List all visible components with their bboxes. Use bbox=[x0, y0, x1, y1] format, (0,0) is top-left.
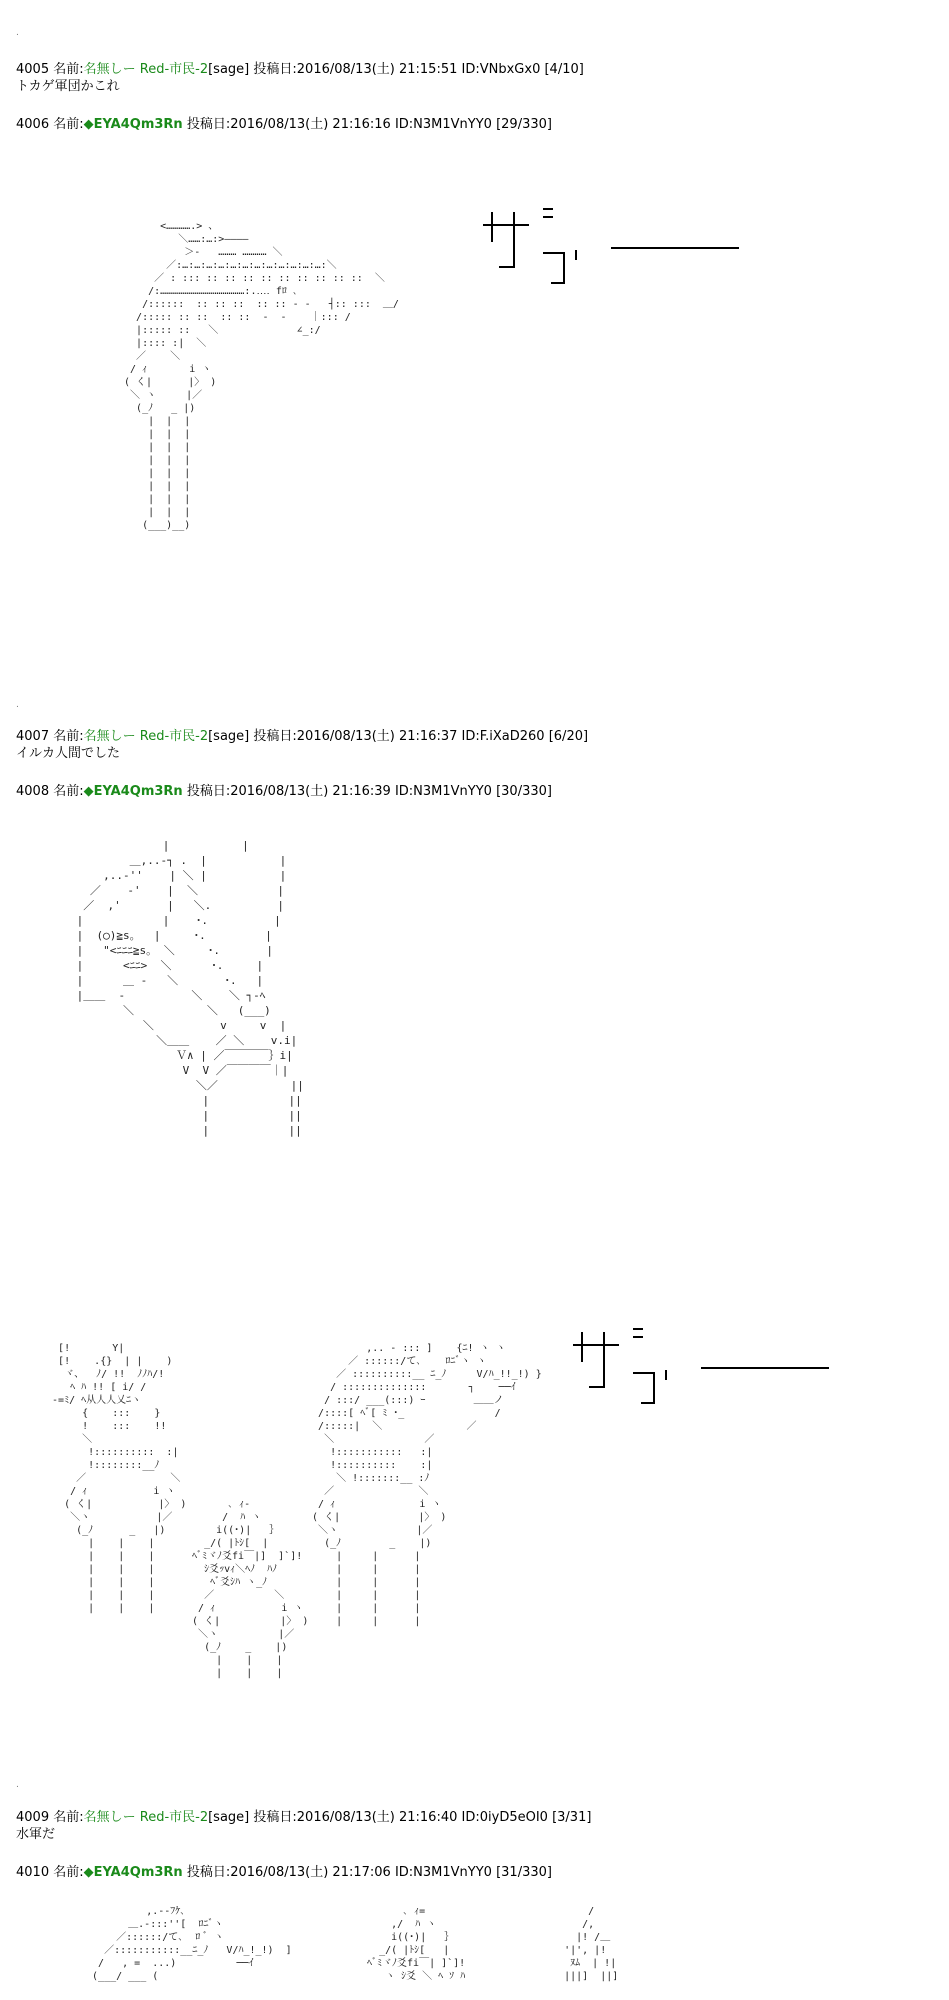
separator-dot: . bbox=[16, 700, 19, 710]
poster-id[interactable]: ID:VNbxGx0 bbox=[461, 62, 541, 77]
mail-field: [sage] bbox=[208, 62, 250, 77]
post-date: 2016/08/13(土) 21:16:39 bbox=[230, 784, 391, 799]
poster-id[interactable]: ID:N3M1VnYY0 bbox=[394, 117, 492, 132]
post-header bbox=[16, 1865, 916, 1881]
poster-name-link[interactable]: 名無しー Red-市民-2 bbox=[83, 729, 209, 744]
date-label: 投稿日: bbox=[186, 784, 231, 799]
post-header bbox=[16, 117, 916, 133]
poster-trip-name: ◆EYA4Qm3Rn bbox=[83, 1865, 183, 1880]
ascii-art-dolphin-man: <………….> 、 ＼……:…:>―――― ＞- ……… ………… ＼ ／:…:…:…:…:…:…:…:…:…:…:…:…:＼ ／ : ::: :: :: :: :: :: :: :: :: :: ＼ /:……………………………………:.‥‥ fﾛ ､ /:::::: :: :: :: :: :: - - ┤:: ::: ＿/ /::::: :: :: :: :: - - ｜::: / |::::: :: ＼ ∠_:/ |:::: :| ＼ ／ ＼ / ｨ i ヽ ( く| |〉 ) ＼ ヽ |／ (_ﾉ _ |) | | | | | | | | | | | | | | | | | | | | | | | | (___)__) bbox=[124, 221, 399, 531]
post-4006 bbox=[16, 117, 916, 133]
ascii-art-last-left: ,.--ﾌｹ､ ＿.-:::''[ ﾛﾆﾞヽ ／::::::/て､ ﾛ ﾞ ヽ ／:::::::::::__ﾆ_ﾉ V/ﾊ_!_!) ] / , = ...) ──ｲ (___/ ___ ( bbox=[92, 1906, 292, 1982]
date-label: 投稿日: bbox=[253, 62, 297, 77]
ascii-art-dolphin-closeup: | | ＿,..-┐ . | | ,..-'' | ＼ | | ／ -' | ＼ | ／ ,' | ＼. | | | ･. | | (◯)≧s。 | ･. | | "<ﾆﾆﾆ≧s。 ＼ ･. | | <ﾆﾆ> ＼ ･. | | ＿ ‐ ＼ ･. | |＿＿ - ＼ ＼ ┐-ﾍ ＼ ＼ (___) ＼ v v | ＼＿＿ ／ ＼ v.i| Ｖ∧ | ／￣￣￣￣｝i| V V ／￣￣￣￣｜| ＼／ || | || | || | || bbox=[76, 839, 304, 1137]
post-number: 4008 bbox=[16, 784, 50, 799]
name-label: 名前: bbox=[53, 729, 84, 744]
name-label: 名前: bbox=[53, 784, 84, 799]
post-date: 2016/08/13(土) 21:16:37 bbox=[296, 729, 458, 744]
post-count: [30/330] bbox=[496, 784, 552, 799]
separator-dot: . bbox=[16, 1780, 19, 1790]
post-number: 4007 bbox=[16, 729, 50, 744]
poster-name-link[interactable]: 名無しー Red-市民-2 bbox=[83, 62, 209, 77]
post-4010 bbox=[16, 1865, 916, 1881]
post-number: 4005 bbox=[16, 62, 50, 77]
post-count: [29/330] bbox=[496, 117, 552, 132]
ascii-art-last-mid: ､ ｨ= ,/ ﾊ ヽ i((･)| ｝ _/( |ﾄｼ[ | ﾍﾞﾐヾﾉ爻fi￣| ]`]! ヽ ｼ爻 ＼ ﾍ ｿ ﾊ bbox=[367, 1906, 466, 1982]
date-label: 投稿日: bbox=[186, 117, 231, 132]
ascii-art-last-right: / /, |! /＿ '|', |! ﾇﾑ | !| |||] ||] bbox=[564, 1906, 619, 1982]
post-body: 水軍だ bbox=[16, 1827, 56, 1842]
post-date: 2016/08/13(土) 21:15:51 bbox=[296, 62, 458, 77]
name-label: 名前: bbox=[53, 62, 84, 77]
mail-field: [sage] bbox=[208, 729, 250, 744]
poster-trip-name: ◆EYA4Qm3Rn bbox=[83, 784, 183, 799]
post-4007 bbox=[16, 729, 916, 762]
post-number: 4006 bbox=[16, 117, 50, 132]
post-count: [4/10] bbox=[544, 62, 584, 77]
ascii-art-group-small: ､ ｨ- / ﾊ ヽ i((･)| ｝ _/( |ﾄｼ[ | ﾍﾞﾐヾﾉ爻fi￣|] ]`]! ｼ爻ｯvｨ＼ﾍﾉ ﾊﾉ ﾍﾞ爻ｼﾊ ヽ_ﾉ ／ ＼ / ｨ i ヽ ( く| |〉 ) ＼ヽ |／ (_ﾉ _ |) | | | | | | bbox=[192, 1499, 309, 1679]
post-header bbox=[16, 62, 916, 78]
ascii-art-group-left: [! Y| [! .{} | | ) ヾ、 ﾉ/ !! ﾉﾉﾊ/! ﾍ ﾊ !! [ i/ / -=ﾐ/ ﾍ从人人乂ﾆヽ { ::: } ! ::: !! ＼ !:::::::::: :| !::::::::__ﾉ ／ ＼ / ｨ i ヽ ( く| |〉 ) ＼ヽ |／ (_ﾉ _ |) | | | | | | | | | | | | | | | | | | bbox=[52, 1343, 187, 1614]
post-number: 4009 bbox=[16, 1810, 50, 1825]
post-count: [3/31] bbox=[552, 1810, 592, 1825]
date-label: 投稿日: bbox=[253, 729, 297, 744]
poster-id[interactable]: ID:F.iXaD260 bbox=[461, 729, 545, 744]
date-label: 投稿日: bbox=[186, 1865, 231, 1880]
mail-field: [sage] bbox=[208, 1810, 250, 1825]
poster-id[interactable]: ID:N3M1VnYY0 bbox=[394, 1865, 492, 1880]
post-header bbox=[16, 784, 916, 800]
top-dot-marker: . bbox=[16, 28, 19, 38]
poster-trip-name: ◆EYA4Qm3Rn bbox=[83, 117, 183, 132]
sfx-za-mark-2 bbox=[573, 1320, 833, 1410]
ascii-art-group-right: ,.. - ::: ] {ﾆ! ヽ ヽ ／ ::::::/て､ ﾛﾆﾞヽ ヽ ／ ::::::::::__ ﾆ_ﾉ V/ﾊ_!!_!) } / :::::::::::::: ┐ ──ｲ / :::/ ___(:::) ｰ ＿＿ノ /::::[ ﾍﾞ[ ﾐ ･_ / /:::::| ＼ ／ ＼ ／ !::::::::::: :| !:::::::::: :| ＼ !:::::::__ :ﾉ ／ ＼ / ｨ i ヽ ( く| |〉 ) ＼ヽ |／ (_ﾉ _ |) | | | | | | | | | | | | | | | | | | bbox=[312, 1343, 542, 1627]
post-count: [6/20] bbox=[548, 729, 589, 744]
post-number: 4010 bbox=[16, 1865, 50, 1880]
name-label: 名前: bbox=[53, 1865, 84, 1880]
post-4009 bbox=[16, 1810, 916, 1843]
sfx-za-mark bbox=[483, 200, 743, 290]
post-header bbox=[16, 1810, 916, 1826]
post-body: イルカ人間でした bbox=[16, 746, 121, 761]
post-date: 2016/08/13(土) 21:16:16 bbox=[230, 117, 391, 132]
post-body: トカゲ軍団かこれ bbox=[16, 79, 120, 94]
post-4008 bbox=[16, 784, 916, 800]
poster-id[interactable]: ID:0iyD5eOI0 bbox=[461, 1810, 548, 1825]
post-date: 2016/08/13(土) 21:17:06 bbox=[230, 1865, 391, 1880]
post-count: [31/330] bbox=[496, 1865, 552, 1880]
poster-id[interactable]: ID:N3M1VnYY0 bbox=[394, 784, 492, 799]
name-label: 名前: bbox=[53, 1810, 84, 1825]
date-label: 投稿日: bbox=[253, 1810, 297, 1825]
name-label: 名前: bbox=[53, 117, 84, 132]
poster-name-link[interactable]: 名無しー Red-市民-2 bbox=[83, 1810, 209, 1825]
post-header bbox=[16, 729, 916, 745]
post-date: 2016/08/13(土) 21:16:40 bbox=[296, 1810, 458, 1825]
post-4005 bbox=[16, 62, 916, 95]
